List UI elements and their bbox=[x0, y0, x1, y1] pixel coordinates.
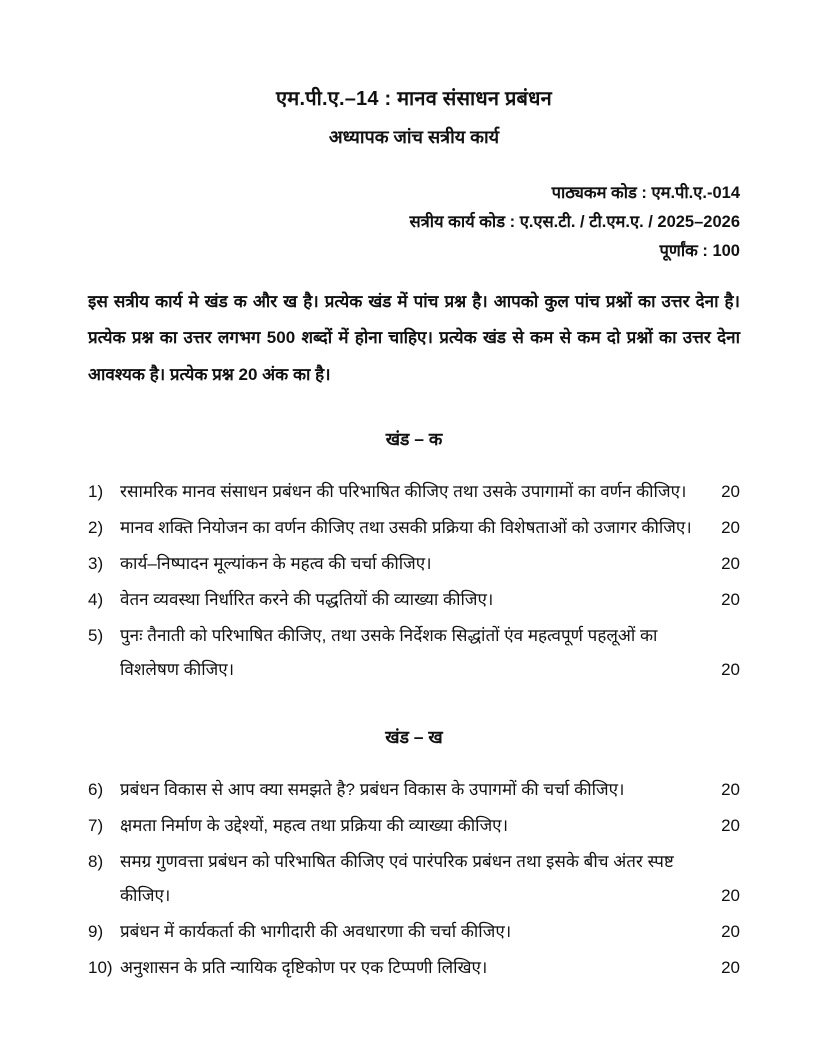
question-row-10 bbox=[88, 951, 740, 985]
question-number: 10) bbox=[88, 958, 113, 978]
question-row-2 bbox=[88, 511, 740, 545]
question-number: 3) bbox=[88, 554, 104, 574]
question-row-9 bbox=[88, 915, 740, 949]
question-number: 1) bbox=[88, 482, 104, 502]
course-meta-block bbox=[88, 179, 740, 266]
question-number: 7) bbox=[88, 816, 104, 836]
question-number: 5) bbox=[88, 626, 104, 646]
question-text: रसामरिक मानव संसाधन प्रबंधन की परिभाषित कीजिए तथा उसके उपागामों का वर्णन कीजिए। bbox=[120, 482, 687, 502]
course-code: पाठ्यकम कोड : एम.पी.ए.-014 bbox=[551, 184, 740, 202]
question-text: कार्य–निष्पादन मूल्यांकन के महत्व की चर्चा कीजिए। bbox=[120, 554, 432, 574]
assignment-code: सत्रीय कार्य कोड : ए.एस.टी. / टी.एम.ए. / 2025–2026 bbox=[409, 212, 740, 231]
question-row-1 bbox=[88, 475, 740, 509]
question-marks: 20 bbox=[721, 482, 740, 502]
section-b-heading: खंड – ख bbox=[385, 727, 443, 748]
section-b bbox=[88, 725, 740, 985]
question-marks: 20 bbox=[721, 660, 740, 680]
question-number: 4) bbox=[88, 590, 104, 610]
question-number: 2) bbox=[88, 518, 104, 538]
instructions-paragraph: इस सत्रीय कार्य मे खंड क और ख है। प्रत्येक खंड में पांच प्रश्न है। आपको कुल पांच प्रश्नों का उत्तर देना है। प्रत्येक प्रश्न का उत्तर लगभग 500 शब्दों में होना चाहिए। प्रत्येक खंड से कम से कम दो प्रश्नों का उत्तर देना आवश्यक है। प्रत्येक प्रश्न 20 अंक का है। bbox=[88, 291, 740, 384]
question-number: 8) bbox=[88, 852, 104, 872]
question-row-8 bbox=[88, 845, 740, 913]
question-row-5 bbox=[88, 619, 740, 687]
question-number: 9) bbox=[88, 922, 104, 942]
section-a bbox=[88, 427, 740, 687]
question-text: वेतन व्यवस्था निर्धारित करने की पद्धतियों की व्याख्या कीजिए। bbox=[120, 590, 494, 610]
question-marks: 20 bbox=[721, 886, 740, 906]
question-marks: 20 bbox=[721, 518, 740, 538]
question-text: प्रबंधन विकास से आप क्या समझते है? प्रबंधन विकास के उपागमों की चर्चा कीजिए। bbox=[120, 780, 625, 800]
question-text: मानव शक्ति नियोजन का वर्णन कीजिए तथा उसकी प्रक्रिया की विशेषताओं को उजागर कीजिए। bbox=[120, 518, 692, 538]
question-number: 6) bbox=[88, 780, 104, 800]
assignment-subtitle: अध्यापक जांच सत्रीय कार्य bbox=[328, 127, 500, 147]
question-row-7 bbox=[88, 809, 740, 843]
question-marks: 20 bbox=[721, 554, 740, 574]
question-row-3 bbox=[88, 547, 740, 581]
course-title: एम.पी.ए.–14 : मानव संसाधन प्रबंधन bbox=[276, 88, 552, 110]
question-text: अनुशासन के प्रति न्यायिक दृष्टिकोण पर एक टिप्पणी लिखिए। bbox=[120, 958, 488, 978]
question-marks: 20 bbox=[721, 958, 740, 978]
question-text: क्षमता निर्माण के उद्देश्यों, महत्व तथा प्रक्रिया की व्याख्या कीजिए। bbox=[120, 816, 509, 836]
question-row-6 bbox=[88, 773, 740, 807]
section-b-questions bbox=[88, 773, 740, 985]
question-marks: 20 bbox=[721, 780, 740, 800]
section-a-heading: खंड – क bbox=[385, 429, 443, 450]
question-text: समग्र गुणवत्ता प्रबंधन को परिभाषित कीजिए एवं पारंपरिक प्रबंधन तथा इसके बीच अंतर स्पष्ट कीजिए। bbox=[120, 852, 674, 906]
question-marks: 20 bbox=[721, 816, 740, 836]
question-text: पुनः तैनाती को परिभाषित कीजिए, तथा उसके निर्देशक सिद्धांतों एंव महत्वपूर्ण पहलूओं का विशलेषण कीजिए। bbox=[120, 626, 658, 680]
max-marks: पूर्णांक : 100 bbox=[659, 241, 740, 260]
question-row-4 bbox=[88, 583, 740, 617]
question-marks: 20 bbox=[721, 590, 740, 610]
section-a-questions bbox=[88, 475, 740, 687]
question-text: प्रबंधन में कार्यकर्ता की भागीदारी की अवधारणा की चर्चा कीजिए। bbox=[120, 922, 512, 942]
question-marks: 20 bbox=[721, 922, 740, 942]
